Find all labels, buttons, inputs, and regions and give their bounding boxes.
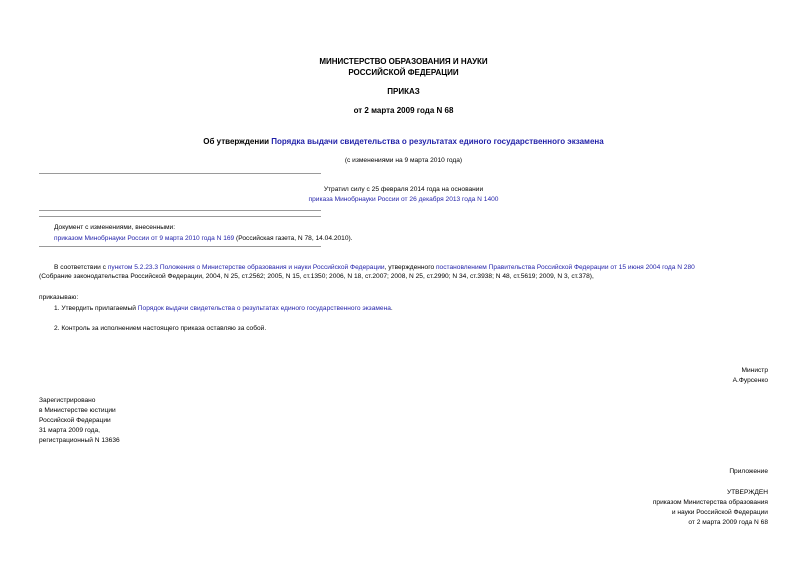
title-procedure-link[interactable]: Порядка выдачи свидетельства о результатах единого государственного экзамена [271, 137, 604, 146]
registration-line1: Зарегистрировано [39, 397, 96, 404]
document-title [0, 137, 807, 146]
preamble-line1 [54, 264, 695, 271]
order-date-number: от 2 марта 2009 года N 68 [353, 106, 454, 115]
divider [39, 216, 321, 217]
expired-note: Утратил силу с 25 февраля 2014 года на основании [323, 186, 484, 193]
preamble-mid: , утвержденного [384, 264, 436, 271]
order-heading: ПРИКАЗ [387, 87, 420, 96]
procedure-link[interactable]: Порядок выдачи свидетельства о результатах единого государственного экзамена [137, 305, 391, 312]
registration-line3: Российской Федерации [39, 417, 111, 424]
regulation-clause-link[interactable]: пунктом 5.2.23.3 Положения о Министерстве образования и науки Российской Федерации [107, 264, 385, 271]
approved-label: УТВЕРЖДЕН [726, 489, 768, 496]
government-resolution-link[interactable]: постановлением Правительства Российской Федерации от 15 июня 2004 года N 280 [435, 264, 695, 271]
order-item-2: 2. Контроль за исполнением настоящего приказа оставляю за собой. [54, 325, 267, 332]
changes-doc-label: Документ с изменениями, внесенными: [54, 224, 176, 231]
divider [39, 246, 321, 247]
ministry-name-line2: РОССИЙСКОЙ ФЕДЕРАЦИИ [348, 68, 459, 77]
item1-prefix: 1. Утвердить прилагаемый [54, 305, 138, 312]
preamble-prefix: В соответствии с [54, 264, 108, 271]
orders-label: приказываю: [39, 294, 79, 301]
changes-order-link[interactable]: приказом Минобрнауки России от 9 марта 2010 года N 169 [54, 235, 235, 242]
item1-suffix: . [390, 305, 393, 312]
changes-source: (Российская газета, N 78, 14.04.2010). [234, 235, 353, 242]
signatory-position: Министр [741, 367, 768, 374]
approved-by-line2: и науки Российской Федерации [671, 509, 768, 516]
ministry-name-line1: МИНИСТЕРСТВО ОБРАЗОВАНИЯ И НАУКИ [319, 57, 488, 66]
appendix-label: Приложение [729, 468, 768, 475]
divider [39, 210, 321, 211]
registration-line2: в Министерстве юстиции [39, 407, 116, 414]
registration-line4: 31 марта 2009 года, [39, 427, 100, 434]
approved-by-line3: от 2 марта 2009 года N 68 [688, 519, 768, 526]
preamble-line2: (Собрание законодательства Российской Федерации, 2004, N 25, ст.2562; 2005, N 15, ст.1350; 2006, N 18, ст.2007; 2008, N 25, ст.2990; N 34, ст.3938; N 48, ст.5619; 2009, N 3, ст.378), [39, 273, 594, 280]
signatory-name: А.Фурсенко [732, 377, 768, 384]
registration-line5: регистрационный N 13636 [39, 437, 120, 444]
order-item-1 [54, 305, 393, 312]
changes-doc-reference [54, 235, 353, 242]
divider [39, 173, 321, 174]
amendments-note: (с изменениями на 9 марта 2010 года) [344, 157, 463, 164]
title-prefix: Об утверждении [203, 137, 272, 146]
approved-by-line1: приказом Министерства образования [652, 499, 768, 506]
expired-basis-link[interactable]: приказа Минобрнауки России от 26 декабря 2013 года N 1400 [308, 196, 499, 203]
